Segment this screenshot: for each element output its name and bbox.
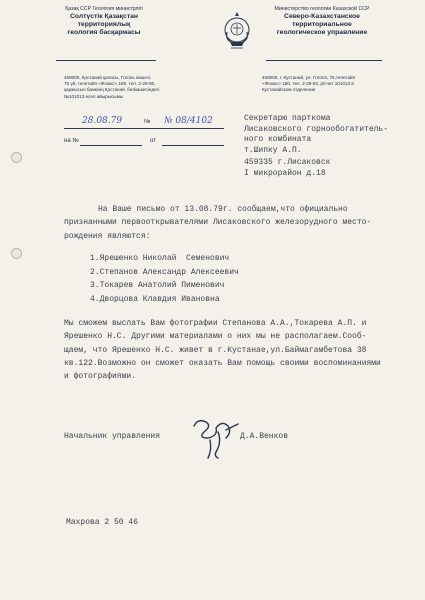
addressee-line: Лисаковского горнообогатитель- — [244, 124, 389, 134]
address-kazakh-line: қаржысын банкінің Қостанай, бөлімшесіндегі — [64, 87, 160, 93]
list-item: 1.Ярешенко Николай Семенович — [90, 254, 230, 263]
address-russian — [262, 75, 412, 94]
list-item: 4.Дворцова Клавдия Ивановна — [90, 294, 220, 304]
letterhead-russian — [262, 6, 382, 38]
address-russian-line: «Флюкс» 180, тел. 2-29-84, р/счет 101013 в — [262, 81, 354, 87]
address-kazakh-line: 75 үй, телетайп «Флюкс» 180, тел. 2-29-80, — [64, 81, 156, 87]
executor-footer: Махрова 2 50 46 — [66, 518, 139, 527]
letterhead-kazakh-department: геология басқармасы — [67, 29, 141, 37]
letterhead-kazakh — [54, 6, 154, 38]
punch-hole-top — [11, 152, 22, 163]
registration-date: 28.08.79 — [82, 116, 123, 126]
body-line: Мы сможем выслать Вам фотографии Степанова А.А.,Токарева А.П. и — [64, 319, 367, 328]
state-emblem-icon — [222, 10, 252, 52]
body-line: и фотографиями. — [64, 372, 137, 382]
letterhead-russian-region: Северо-Казахстанское — [284, 13, 360, 20]
body-line: На Ваше письмо от 13.08.79г. сообщаем,что официально — [98, 205, 348, 214]
body-line: Ярешенко Н.С. Другими материалами о них мы не располагаем.Сооб- — [64, 332, 367, 342]
handwritten-signature — [188, 412, 248, 462]
letterhead-russian-ministry: Министерство геологии Казахской ССР — [274, 6, 370, 12]
body-line: рождения являются: — [64, 231, 151, 241]
addressee-line: т.Шипку А.П. — [244, 145, 302, 155]
letterhead-kazakh-region: Солтүстік Қазақстан — [69, 13, 139, 20]
reference-date-line — [162, 145, 224, 146]
addressee-line: Секретарю парткома — [244, 114, 331, 123]
address-kazakh-line: №101013 есеп айырысымы — [64, 93, 124, 99]
discoverers-list — [90, 252, 239, 306]
punch-hole-bottom — [11, 248, 22, 259]
list-item: 3.Токарев Анатолий Пименович — [90, 281, 225, 290]
addressee-line: ного комбината — [244, 135, 312, 145]
reference-date-label: от — [150, 138, 156, 144]
letterhead-rule-right — [266, 60, 382, 61]
body-paragraph-1 — [64, 203, 371, 243]
body-line: признанными первооткрывателями Лисаковского железорудного место- — [64, 218, 372, 228]
registration-underline — [64, 128, 224, 129]
letterhead-rule-left — [56, 60, 156, 61]
address-russian-line: 458000, г. Кустанай, ул. Гоголя, 75,телетайп — [262, 75, 356, 80]
reference-number-label: на № — [64, 138, 79, 144]
list-item: 2.Степанов Александр Алексеевич — [90, 267, 239, 277]
letterhead-russian-territorial: территориальное — [292, 21, 352, 29]
body-line: кв.122.Возможно он сможет оказать Вам помощь своими воспоминаниями — [64, 358, 381, 368]
registration-number: № 08/4102 — [164, 116, 213, 126]
addressee-line: 459335 г.Лисаковск — [244, 158, 331, 168]
letterhead-kazakh-ministry: Қазақ ССР Геология министрлігі — [65, 6, 143, 12]
body-line: щаем, что Ярешенко Н.С. живет в г.Кустанае,ул.Баймагамбетова 38 — [64, 345, 367, 355]
addressee-line: I микрорайон д.18 — [244, 168, 326, 178]
reference-number-line — [80, 145, 142, 146]
letterhead-russian-department: геологическое управление — [276, 29, 368, 37]
address-russian-line: Кустанайском отделении — [262, 87, 316, 93]
addressee-block — [244, 114, 414, 180]
signatory-name: Д.А.Венков — [240, 432, 289, 441]
body-paragraph-2 — [64, 317, 381, 383]
signatory-title: Начальник управления — [64, 432, 161, 441]
address-kazakh — [64, 75, 184, 100]
address-kazakh-line: 458000, Қостанай қаласы, Гоголь көшесі, — [64, 75, 152, 80]
letterhead-kazakh-territorial: территориялық — [77, 21, 131, 29]
registration-number-sign: № — [144, 119, 151, 125]
